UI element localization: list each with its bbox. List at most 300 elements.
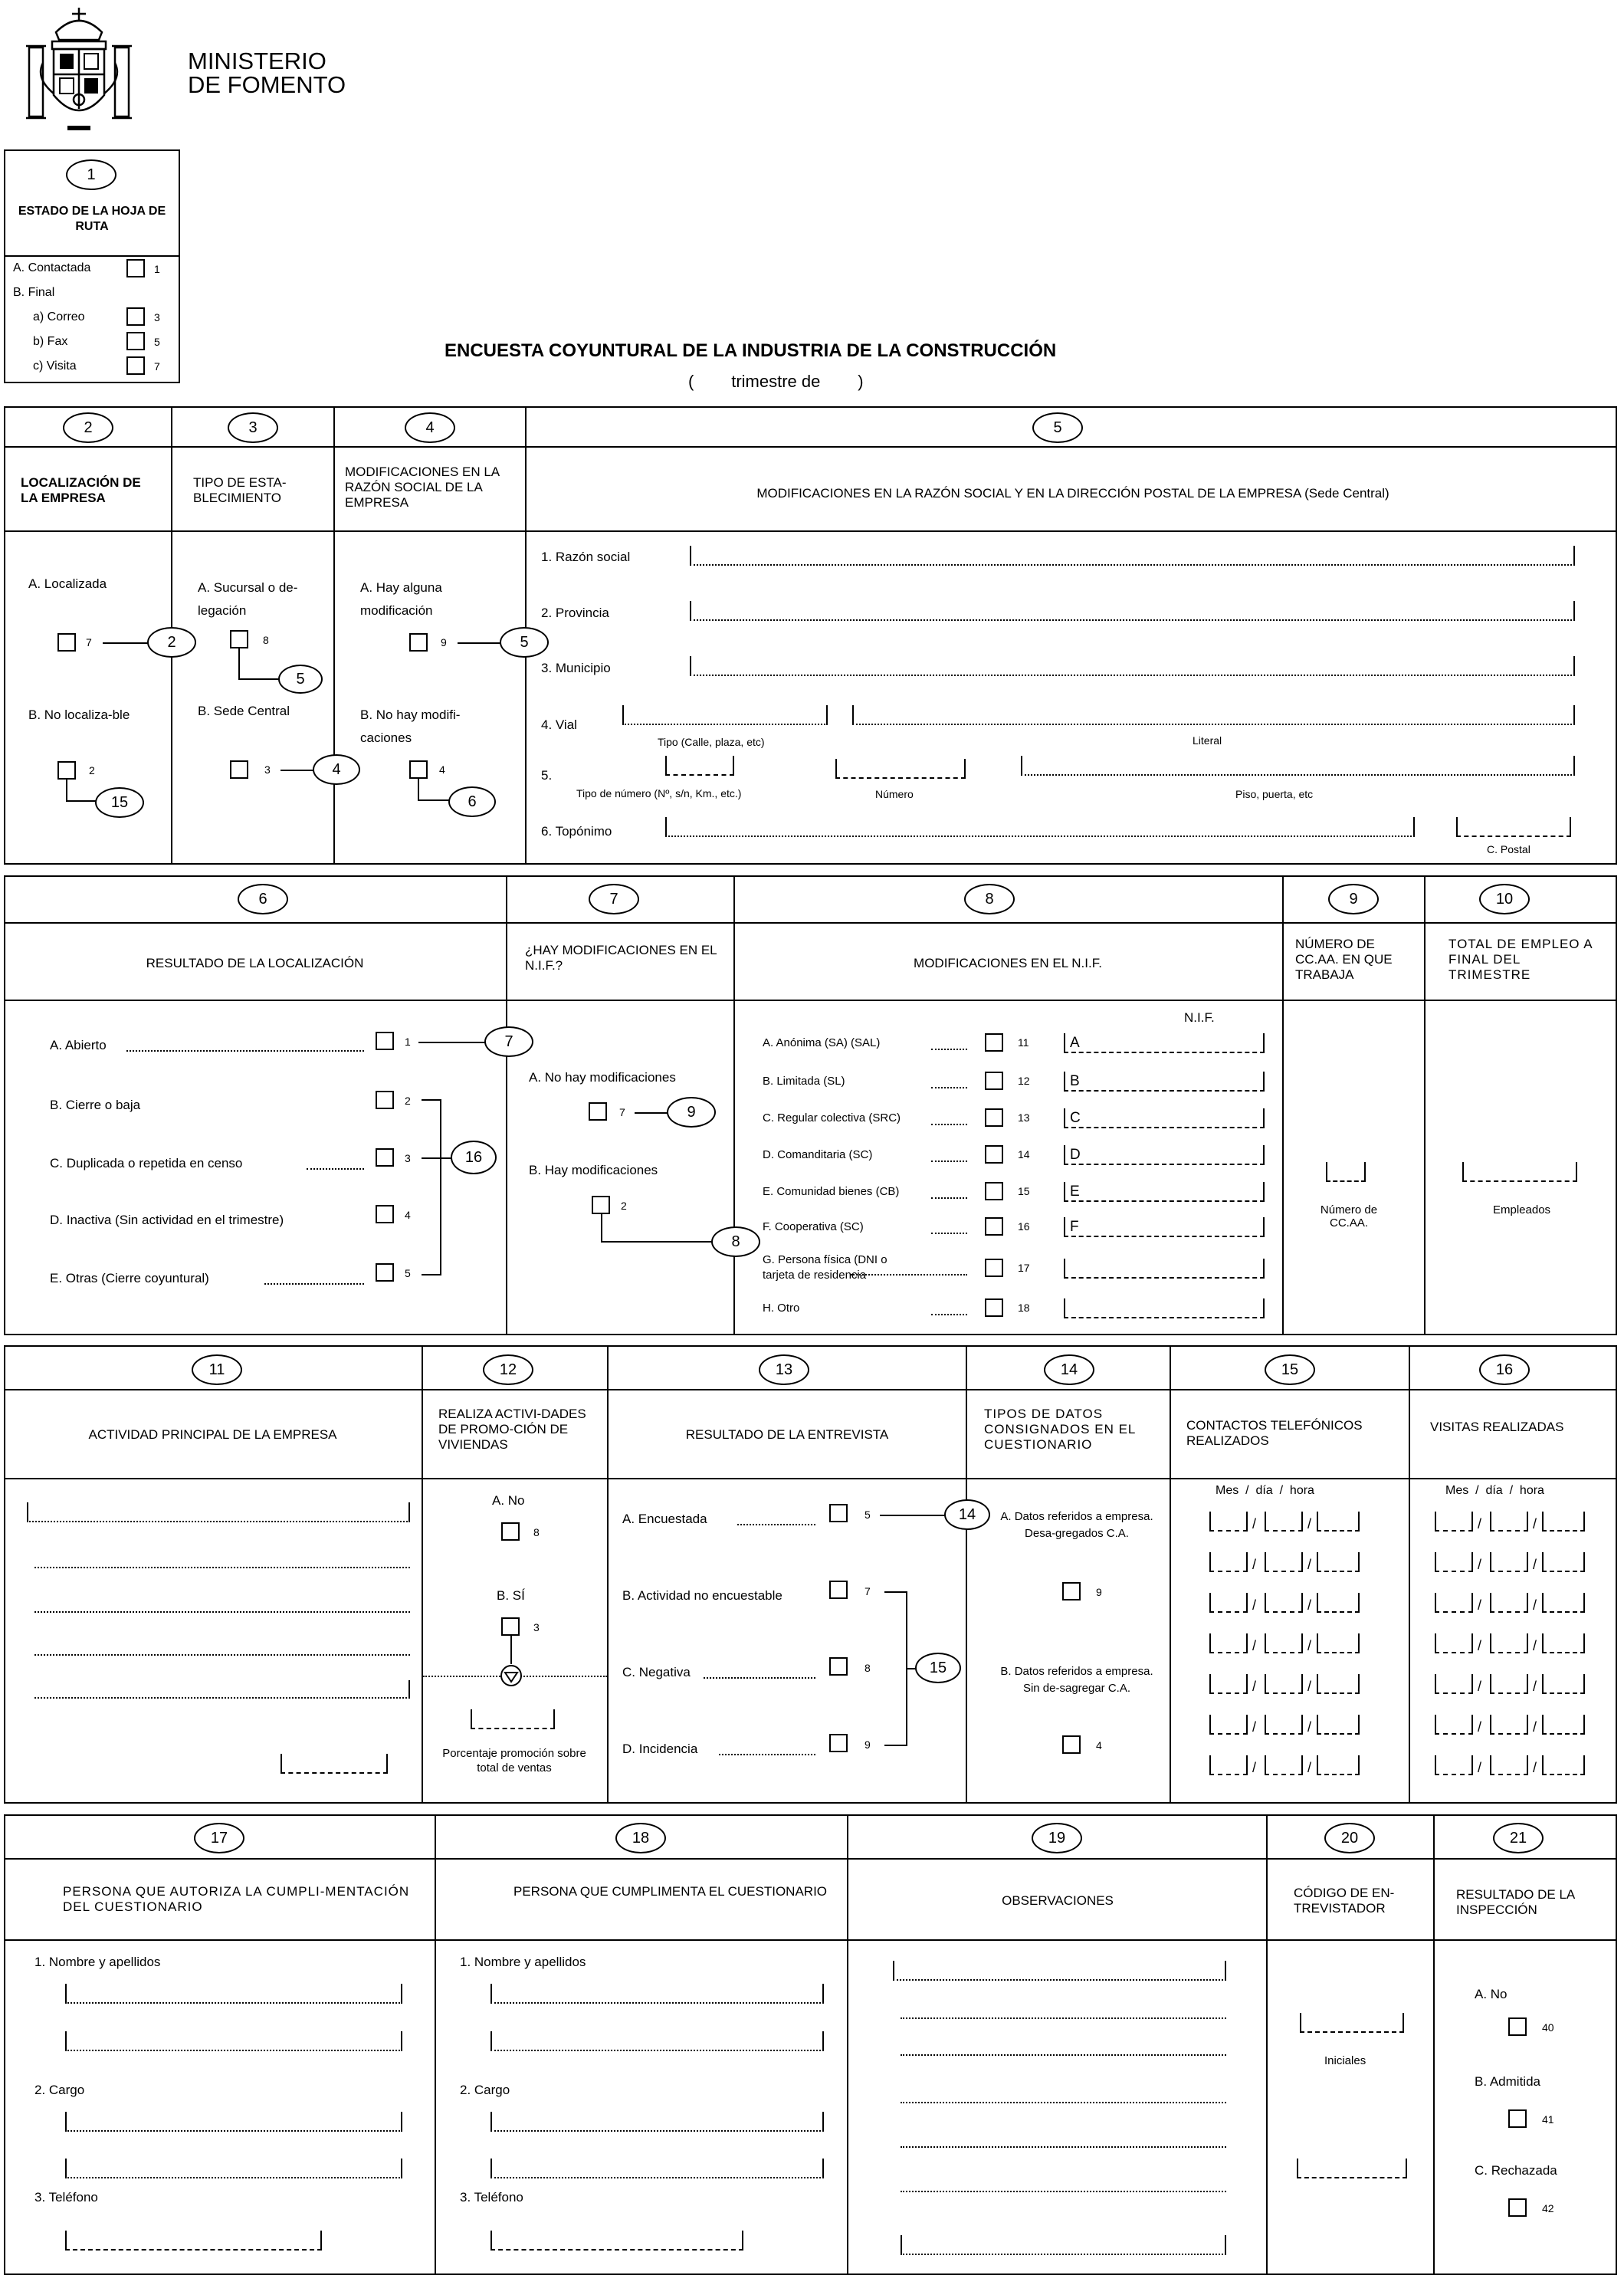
- s8-nif-letter: B: [1070, 1073, 1080, 1089]
- s8-nif-field[interactable]: [1064, 1260, 1265, 1279]
- s5-numero-field[interactable]: [835, 760, 966, 779]
- s6-goto-a: 7: [484, 1026, 533, 1057]
- s20-codigo-field[interactable]: [1297, 2160, 1407, 2178]
- date-separator: /: [1307, 1760, 1312, 1775]
- section-18-number: 18: [615, 1823, 666, 1853]
- s17-label-nombre: 1. Nombre y apellidos: [34, 1955, 161, 1969]
- hour-field[interactable]: [1317, 1677, 1360, 1694]
- s18-label-cargo: 2. Cargo: [460, 2083, 510, 2097]
- s8-nif-field[interactable]: [1064, 1073, 1265, 1092]
- section-1-title: ESTADO DE LA HOJA DE RUTA: [18, 205, 166, 233]
- s13-code-a: 5: [864, 1509, 871, 1521]
- date-separator: /: [1307, 1679, 1312, 1694]
- s21-checkbox-b[interactable]: [1508, 2109, 1527, 2128]
- hour-field[interactable]: [1542, 1677, 1585, 1694]
- s13-goto-a: 14: [944, 1499, 990, 1530]
- s21-checkbox-a[interactable]: [1508, 2017, 1527, 2036]
- s8-item-label: H. Otro: [763, 1302, 800, 1315]
- hour-field[interactable]: [1317, 1637, 1360, 1653]
- s5-tipo-numero-field[interactable]: [665, 757, 734, 776]
- s1-checkbox-a[interactable]: [126, 259, 145, 277]
- day-field[interactable]: [1490, 1677, 1528, 1694]
- form-subtitle: ( trimestre de ): [688, 372, 864, 391]
- s18-label-telefono: 3. Teléfono: [460, 2190, 523, 2205]
- s12-caption: Porcentaje promoción sobre total de ventas: [442, 1747, 586, 1774]
- date-separator: /: [1478, 1638, 1482, 1653]
- s5-caption-numero: Número: [875, 788, 914, 800]
- s10-empleados-field[interactable]: [1462, 1164, 1577, 1182]
- hour-field[interactable]: [1542, 1596, 1585, 1613]
- section-2-title: LOCALIZACIÓN DE LA EMPRESA: [21, 475, 141, 505]
- s2-checkbox-a[interactable]: [57, 633, 76, 652]
- s14-checkbox-b[interactable]: [1062, 1735, 1081, 1754]
- s1-option-a: A. Contactada: [13, 261, 91, 274]
- s8-nif-header: N.I.F.: [1184, 1010, 1215, 1025]
- s6-checkbox-a[interactable]: [376, 1032, 394, 1050]
- section-20-number: 20: [1324, 1823, 1375, 1853]
- s8-checkbox[interactable]: [985, 1259, 1003, 1277]
- s8-nif-field[interactable]: [1064, 1184, 1265, 1202]
- s17-label-telefono: 3. Teléfono: [34, 2190, 98, 2205]
- s12-checkbox-b[interactable]: [501, 1617, 520, 1636]
- s2-checkbox-b[interactable]: [57, 761, 76, 780]
- section-16-number: 16: [1479, 1354, 1530, 1385]
- day-field[interactable]: [1265, 1555, 1303, 1572]
- s8-item-label: C. Regular colectiva (SRC): [763, 1111, 901, 1124]
- s3-option-a: A. Sucursal o de-legación: [198, 580, 298, 618]
- date-separator: /: [1252, 1719, 1257, 1735]
- s8-nif-letter: C: [1070, 1110, 1081, 1126]
- section-16-title: VISITAS REALIZADAS: [1430, 1420, 1564, 1434]
- s6-code-d: 4: [405, 1209, 411, 1221]
- s3-code-a: 8: [263, 634, 269, 646]
- s12-checkbox-a[interactable]: [501, 1522, 520, 1541]
- s11-activity-line-4[interactable]: [34, 1654, 410, 1656]
- month-field[interactable]: [1209, 1718, 1248, 1735]
- s8-item-label: B. Limitada (SL): [763, 1075, 845, 1088]
- s8-item-code: 12: [1018, 1075, 1030, 1087]
- s8-checkbox[interactable]: [985, 1182, 1003, 1200]
- hour-field[interactable]: [1317, 1718, 1360, 1735]
- s6-goto-b: 16: [451, 1141, 497, 1174]
- month-field[interactable]: [1435, 1596, 1473, 1613]
- s17-label-cargo: 2. Cargo: [34, 2083, 85, 2097]
- month-field[interactable]: [1209, 1758, 1248, 1775]
- s19-observaciones-line-5[interactable]: [901, 2146, 1226, 2148]
- section-5-title: MODIFICACIONES EN LA RAZÓN SOCIAL Y EN LA DIRECCIÓN POSTAL DE LA EMPRESA (Sede Central): [756, 486, 1389, 501]
- s8-checkbox[interactable]: [985, 1217, 1003, 1236]
- date-separator: /: [1307, 1557, 1312, 1572]
- s18-nombre-field-1[interactable]: [490, 1985, 824, 2004]
- s8-item-code: 16: [1018, 1220, 1030, 1233]
- s4-checkbox-b[interactable]: [409, 760, 428, 779]
- s19-observaciones-line-6[interactable]: [901, 2191, 1226, 2192]
- s4-goto-a: 5: [500, 627, 549, 658]
- s17-nombre-field-1[interactable]: [65, 1985, 402, 2004]
- date-separator: /: [1252, 1516, 1257, 1532]
- s6-item-c: C. Duplicada o repetida en censo: [50, 1156, 243, 1170]
- s21-code-c: 42: [1542, 2202, 1554, 2214]
- section-6-title: RESULTADO DE LA LOCALIZACIÓN: [146, 956, 364, 970]
- day-field[interactable]: [1265, 1718, 1303, 1735]
- section-1-number: 1: [66, 159, 116, 190]
- s17-cargo-field-2[interactable]: [65, 2160, 402, 2178]
- s1-checkbox-visita[interactable]: [126, 356, 145, 375]
- s8-item-label: D. Comanditaria (SC): [763, 1148, 873, 1161]
- s13-checkbox-c[interactable]: [829, 1657, 848, 1676]
- date-separator: /: [1252, 1679, 1257, 1694]
- s18-nombre-field-2[interactable]: [490, 2033, 824, 2051]
- s8-nif-letter: A: [1070, 1035, 1080, 1051]
- s2-option-b: B. No localiza-ble: [28, 707, 130, 722]
- day-field[interactable]: [1265, 1515, 1303, 1532]
- s8-checkbox[interactable]: [985, 1108, 1003, 1127]
- date-separator: /: [1252, 1597, 1257, 1613]
- s2-code-b: 2: [89, 764, 95, 776]
- s17-cargo-field-1[interactable]: [65, 2113, 402, 2132]
- s5-caption-cpostal: C. Postal: [1487, 843, 1530, 855]
- s12-porcentaje-field[interactable]: [471, 1711, 555, 1729]
- s8-nif-field[interactable]: [1064, 1300, 1265, 1318]
- s5-caption-literal: Literal: [1193, 734, 1222, 747]
- month-field[interactable]: [1435, 1555, 1473, 1572]
- s10-caption: Empleados: [1493, 1203, 1551, 1216]
- s14-code-b: 4: [1096, 1739, 1102, 1752]
- section-7-title: ¿HAY MODIFICACIONES EN EL N.I.F.?: [525, 943, 717, 973]
- down-arrow-icon: [499, 1663, 523, 1688]
- s8-checkbox[interactable]: [985, 1298, 1003, 1317]
- hour-field[interactable]: [1317, 1758, 1360, 1775]
- s6-checkbox-b[interactable]: [376, 1091, 394, 1109]
- section-20-title: CÓDIGO DE EN-TREVISTADOR: [1294, 1886, 1395, 1916]
- s3-code-b: 3: [264, 763, 271, 776]
- s4-option-b: B. No hay modifi-caciones: [360, 707, 461, 745]
- date-separator: /: [1533, 1597, 1537, 1613]
- section-6-number: 6: [238, 884, 288, 914]
- section-21-number: 21: [1493, 1823, 1544, 1853]
- s1-checkbox-correo[interactable]: [126, 307, 145, 326]
- coat-of-arms-logo: [21, 2, 136, 140]
- s1-checkbox-fax[interactable]: [126, 332, 145, 350]
- s1-code-fax: 5: [154, 336, 160, 348]
- section-5-number: 5: [1032, 412, 1083, 443]
- hour-field[interactable]: [1542, 1758, 1585, 1775]
- s21-option-c: C. Rechazada: [1475, 2163, 1557, 2178]
- s5-piso-field[interactable]: [1021, 757, 1575, 776]
- date-separator: /: [1252, 1557, 1257, 1572]
- s15-columns-header: Mes / día / hora: [1216, 1484, 1314, 1497]
- day-field[interactable]: [1490, 1515, 1528, 1532]
- s1-option-correo: a) Correo: [33, 310, 85, 323]
- month-field[interactable]: [1209, 1515, 1248, 1532]
- date-separator: /: [1307, 1638, 1312, 1653]
- s13-item-d: D. Incidencia: [622, 1742, 698, 1756]
- s5-caption-tipo: Tipo (Calle, plaza, etc): [658, 736, 765, 748]
- month-field[interactable]: [1209, 1555, 1248, 1572]
- s6-code-c: 3: [405, 1152, 411, 1164]
- date-separator: /: [1478, 1679, 1482, 1694]
- s3-option-b: B. Sede Central: [198, 704, 290, 718]
- s5-label-razon-social: 1. Razón social: [541, 550, 631, 564]
- date-separator: /: [1533, 1760, 1537, 1775]
- s6-item-d: D. Inactiva (Sin actividad en el trimestre): [50, 1213, 284, 1227]
- hour-field[interactable]: [1317, 1515, 1360, 1532]
- s18-cargo-field-1[interactable]: [490, 2113, 824, 2132]
- day-field[interactable]: [1490, 1637, 1528, 1653]
- s8-checkbox[interactable]: [985, 1145, 1003, 1164]
- s17-nombre-field-2[interactable]: [65, 2033, 402, 2051]
- s6-code-b: 2: [405, 1095, 411, 1107]
- s18-label-nombre: 1. Nombre y apellidos: [460, 1955, 586, 1969]
- month-field[interactable]: [1209, 1637, 1248, 1653]
- s8-item-code: 14: [1018, 1148, 1030, 1161]
- s13-checkbox-b[interactable]: [829, 1581, 848, 1599]
- section-19-number: 19: [1032, 1823, 1082, 1853]
- s14-checkbox-a[interactable]: [1062, 1582, 1081, 1600]
- s19-observaciones-line-7[interactable]: [901, 2237, 1226, 2255]
- s12-option-b: B. SÍ: [497, 1588, 525, 1603]
- section-4-title: MODIFICACIONES EN LA RAZÓN SOCIAL DE LA EMPRESA: [345, 465, 500, 510]
- s14-code-a: 9: [1096, 1586, 1102, 1598]
- s13-code-b: 7: [864, 1585, 871, 1597]
- hour-field[interactable]: [1317, 1555, 1360, 1572]
- date-separator: /: [1533, 1516, 1537, 1532]
- section-3-number: 3: [228, 412, 278, 443]
- section-10-title: TOTAL DE EMPLEO A FINAL DEL TRIMESTRE: [1448, 937, 1593, 982]
- hour-field[interactable]: [1542, 1718, 1585, 1735]
- s19-observaciones-line-4[interactable]: [901, 2102, 1226, 2103]
- s8-nif-letter: E: [1070, 1184, 1080, 1200]
- s20-iniciales-field[interactable]: [1300, 2014, 1404, 2033]
- s4-code-b: 4: [439, 763, 445, 776]
- month-field[interactable]: [1209, 1677, 1248, 1694]
- s8-nif-field[interactable]: [1064, 1110, 1265, 1128]
- section-14-number: 14: [1044, 1354, 1094, 1385]
- date-separator: /: [1533, 1638, 1537, 1653]
- s7-goto-a: 9: [667, 1097, 716, 1128]
- band-3: [4, 1345, 1617, 1804]
- s8-item-label: F. Cooperativa (SC): [763, 1220, 864, 1233]
- s18-telefono-field[interactable]: [490, 2232, 743, 2251]
- section-15-number: 15: [1265, 1354, 1315, 1385]
- s14-option-a: A. Datos referidos a empresa. Desa-gregados C.A.: [1000, 1510, 1153, 1540]
- s6-item-a: A. Abierto: [50, 1038, 107, 1052]
- s1-option-b: B. Final: [13, 286, 55, 299]
- s5-razon-social-field[interactable]: [690, 547, 1575, 566]
- section-21-title: RESULTADO DE LA INSPECCIÓN: [1456, 1887, 1575, 1917]
- day-field[interactable]: [1265, 1596, 1303, 1613]
- day-field[interactable]: [1490, 1758, 1528, 1775]
- s8-checkbox[interactable]: [985, 1072, 1003, 1090]
- date-separator: /: [1252, 1760, 1257, 1775]
- day-field[interactable]: [1265, 1637, 1303, 1653]
- date-separator: /: [1533, 1679, 1537, 1694]
- s5-vial-literal-field[interactable]: [852, 707, 1575, 725]
- ministry-name-line2: DE FOMENTO: [188, 71, 346, 98]
- s8-item-code: 15: [1018, 1185, 1030, 1197]
- day-field[interactable]: [1265, 1677, 1303, 1694]
- s7-checkbox-b[interactable]: [592, 1196, 610, 1214]
- s5-toponimo-field[interactable]: [665, 819, 1415, 837]
- s8-item-code: 11: [1018, 1036, 1029, 1049]
- day-field[interactable]: [1490, 1718, 1528, 1735]
- s11-activity-line-1[interactable]: [27, 1504, 410, 1522]
- date-separator: /: [1533, 1557, 1537, 1572]
- s1-code-correo: 3: [154, 311, 160, 323]
- day-field[interactable]: [1490, 1596, 1528, 1613]
- s2-goto-a: 2: [147, 627, 196, 658]
- s8-nif-field[interactable]: [1064, 1219, 1265, 1237]
- s3-goto-b: 4: [313, 754, 360, 785]
- hour-field[interactable]: [1542, 1555, 1585, 1572]
- date-separator: /: [1478, 1516, 1482, 1532]
- month-field[interactable]: [1435, 1677, 1473, 1694]
- s11-activity-line-3[interactable]: [34, 1611, 410, 1613]
- s21-option-a: A. No: [1475, 1987, 1508, 2001]
- section-9-number: 9: [1328, 884, 1379, 914]
- s8-nif-field[interactable]: [1064, 1147, 1265, 1165]
- hour-field[interactable]: [1542, 1515, 1585, 1532]
- date-separator: /: [1307, 1516, 1312, 1532]
- s4-code-a: 9: [441, 636, 447, 648]
- section-8-number: 8: [964, 884, 1015, 914]
- s4-checkbox-a[interactable]: [409, 633, 428, 652]
- ministry-name-line1: MINISTERIO: [188, 48, 326, 74]
- s4-goto-b: 6: [448, 786, 496, 817]
- date-separator: /: [1478, 1719, 1482, 1735]
- s12-code-a: 8: [533, 1526, 540, 1538]
- s18-cargo-field-2[interactable]: [490, 2160, 824, 2178]
- s21-code-a: 40: [1542, 2021, 1554, 2034]
- s5-label-provincia: 2. Provincia: [541, 606, 609, 620]
- date-separator: /: [1533, 1719, 1537, 1735]
- s19-observaciones-line-3[interactable]: [901, 2054, 1226, 2056]
- s5-provincia-field[interactable]: [690, 602, 1575, 621]
- section-7-number: 7: [589, 884, 639, 914]
- month-field[interactable]: [1435, 1718, 1473, 1735]
- s19-observaciones-line-1[interactable]: [893, 1962, 1226, 1981]
- s13-checkbox-a[interactable]: [829, 1504, 848, 1522]
- s7-goto-b: 8: [711, 1226, 760, 1257]
- s8-item-label: A. Anónima (SA) (SAL): [763, 1036, 881, 1049]
- s7-checkbox-a[interactable]: [589, 1102, 607, 1121]
- s6-checkbox-c[interactable]: [376, 1148, 394, 1167]
- s1-option-fax: b) Fax: [33, 335, 68, 348]
- date-separator: /: [1478, 1557, 1482, 1572]
- s5-codigo-postal-field[interactable]: [1456, 819, 1571, 837]
- s5-caption-piso: Piso, puerta, etc: [1235, 788, 1314, 800]
- s2-code-a: 7: [86, 636, 92, 648]
- s5-municipio-field[interactable]: [690, 658, 1575, 676]
- section-18-title: PERSONA QUE CUMPLIMENTA EL CUESTIONARIO: [513, 1884, 828, 1899]
- date-separator: /: [1307, 1719, 1312, 1735]
- s5-vial-tipo-field[interactable]: [622, 707, 828, 725]
- s6-checkbox-d[interactable]: [376, 1205, 394, 1223]
- s2-option-a: A. Localizada: [28, 576, 107, 591]
- s21-checkbox-c[interactable]: [1508, 2198, 1527, 2217]
- s17-telefono-field[interactable]: [65, 2232, 322, 2251]
- s13-checkbox-d[interactable]: [829, 1734, 848, 1752]
- s3-checkbox-b[interactable]: [230, 760, 248, 779]
- section-13-title: RESULTADO DE LA ENTREVISTA: [685, 1427, 889, 1442]
- s13-code-c: 8: [864, 1662, 871, 1674]
- s13-item-b: B. Actividad no encuestable: [622, 1588, 782, 1603]
- day-field[interactable]: [1265, 1758, 1303, 1775]
- s8-item-code: 13: [1018, 1111, 1030, 1124]
- date-separator: /: [1307, 1597, 1312, 1613]
- s6-code-e: 5: [405, 1267, 411, 1279]
- s1-code-visita: 7: [154, 360, 160, 373]
- section-12-number: 12: [483, 1354, 533, 1385]
- month-field[interactable]: [1209, 1596, 1248, 1613]
- s8-item-label: G. Persona física (DNI o tarjeta de residencia: [763, 1253, 887, 1282]
- month-field[interactable]: [1435, 1758, 1473, 1775]
- section-11-title: ACTIVIDAD PRINCIPAL DE LA EMPRESA: [88, 1427, 337, 1442]
- month-field[interactable]: [1435, 1515, 1473, 1532]
- hour-field[interactable]: [1542, 1637, 1585, 1653]
- s8-nif-field[interactable]: [1064, 1035, 1265, 1053]
- s4-option-a: A. Hay alguna modificación: [360, 580, 442, 618]
- s13-item-a: A. Encuestada: [622, 1512, 707, 1526]
- s7-option-a: A. No hay modificaciones: [529, 1070, 676, 1085]
- s5-label-5: 5.: [541, 768, 553, 783]
- s8-item-label: E. Comunidad bienes (CB): [763, 1185, 900, 1198]
- s11-cnae-code-field[interactable]: [281, 1755, 388, 1774]
- s3-checkbox-a[interactable]: [230, 630, 248, 648]
- s9-caption: Número de CC.AA.: [1320, 1203, 1378, 1230]
- section-17-title: PERSONA QUE AUTORIZA LA CUMPLI-MENTACIÓN DEL CUESTIONARIO: [63, 1884, 410, 1914]
- s13-code-d: 9: [864, 1738, 871, 1751]
- s21-code-b: 41: [1542, 2113, 1554, 2126]
- section-8-title: MODIFICACIONES EN EL N.I.F.: [914, 956, 1102, 970]
- form-title: ENCUESTA COYUNTURAL DE LA INDUSTRIA DE LA CONSTRUCCIÓN: [445, 340, 1057, 361]
- s5-label-vial: 4. Vial: [541, 717, 577, 732]
- section-12-title: REALIZA ACTIVI-DADES DE PROMO-CIÓN DE VIVIENDAS: [438, 1407, 586, 1452]
- section-13-number: 13: [759, 1354, 809, 1385]
- s13-goto-b: 15: [915, 1653, 961, 1683]
- section-3-title: TIPO DE ESTA-BLECIMIENTO: [193, 475, 287, 505]
- hour-field[interactable]: [1317, 1596, 1360, 1613]
- date-separator: /: [1252, 1638, 1257, 1653]
- s7-code-b: 2: [621, 1200, 627, 1212]
- s11-activity-line-2[interactable]: [34, 1567, 410, 1568]
- s9-ccaa-field[interactable]: [1326, 1164, 1366, 1182]
- s11-activity-line-5[interactable]: [34, 1697, 410, 1699]
- s7-option-b: B. Hay modificaciones: [529, 1163, 658, 1177]
- day-field[interactable]: [1490, 1555, 1528, 1572]
- date-separator: /: [1478, 1760, 1482, 1775]
- section-9-title: NÚMERO DE CC.AA. EN QUE TRABAJA: [1295, 937, 1393, 982]
- s2-goto-b: 15: [95, 787, 144, 818]
- s8-item-code: 18: [1018, 1302, 1030, 1314]
- s8-nif-letter: F: [1070, 1219, 1079, 1235]
- s21-option-b: B. Admitida: [1475, 2074, 1540, 2089]
- month-field[interactable]: [1435, 1637, 1473, 1653]
- s5-label-toponimo: 6. Topónimo: [541, 824, 612, 839]
- s13-item-c: C. Negativa: [622, 1665, 691, 1679]
- section-10-number: 10: [1479, 884, 1530, 914]
- s5-label-municipio: 3. Municipio: [541, 661, 611, 675]
- s14-option-b: B. Datos referidos a empresa. Sin de-sagregar C.A.: [1000, 1665, 1153, 1695]
- section-17-number: 17: [194, 1823, 244, 1853]
- s8-checkbox[interactable]: [985, 1033, 1003, 1052]
- section-11-number: 11: [192, 1354, 242, 1385]
- section-15-title: CONTACTOS TELEFÓNICOS REALIZADOS: [1186, 1418, 1363, 1448]
- s6-checkbox-e[interactable]: [376, 1263, 394, 1282]
- s1-option-visita: c) Visita: [33, 359, 77, 373]
- s12-code-b: 3: [533, 1621, 540, 1633]
- s19-observaciones-line-2[interactable]: [901, 2017, 1226, 2019]
